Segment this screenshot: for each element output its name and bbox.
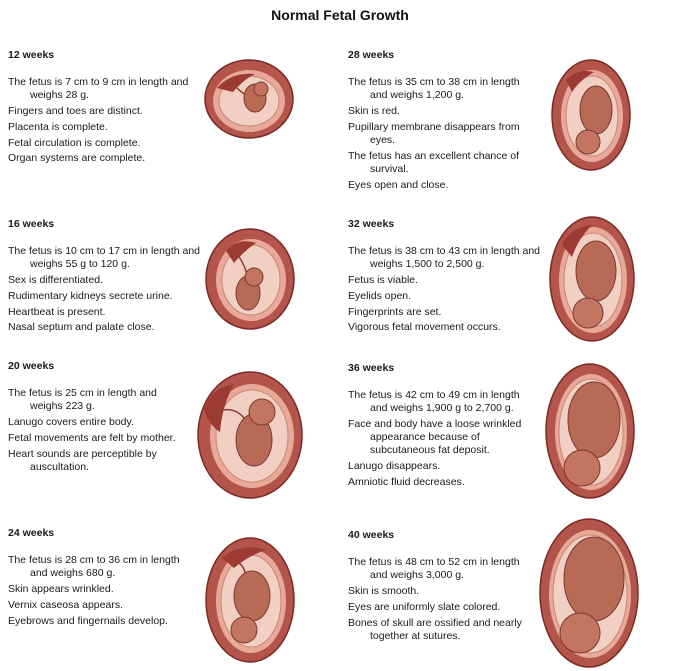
stage-week-label: 40 weeks — [348, 529, 395, 541]
stage-week-label: 28 weeks — [348, 49, 395, 61]
stage-fact: Rudimentary kidneys secrete urine. — [8, 289, 173, 302]
uterus-24-weeks-illustration — [204, 536, 296, 664]
uterus-32-weeks-illustration — [548, 215, 636, 343]
stage-week-label: 36 weeks — [348, 362, 395, 374]
stage-fact: Vigorous fetal movement occurs. — [348, 321, 501, 334]
stage-fact: Face and body have a loose wrinkled appearance because of subcutaneous fat deposit. — [348, 418, 522, 457]
stage-fact: Fetal movements are felt by mother. — [8, 431, 176, 444]
stage-fact: The fetus is 48 cm to 52 cm in length and weighs 3,000 g. — [348, 556, 520, 582]
stage-week-label: 32 weeks — [348, 218, 395, 230]
stage-week-label: 12 weeks — [8, 49, 55, 61]
stage-fact: Sex is differentiated. — [8, 274, 103, 286]
stage-fact: The fetus is 7 cm to 9 cm in length and weighs 28 g. — [8, 76, 189, 102]
stage-fact: Eyes open and close. — [348, 178, 449, 191]
stage-fact: Eyes are uniformly slate colored. — [348, 600, 501, 613]
stage-32-weeks — [348, 218, 546, 337]
stage-fact: Eyebrows and fingernails develop. — [8, 614, 168, 627]
stage-fact: Fetus is viable. — [348, 274, 419, 286]
stage-fact: Pupillary membrane disappears from eyes. — [348, 120, 520, 146]
stage-fact: Nasal septum and palate close. — [8, 321, 155, 334]
stage-fact: Fingerprints are set. — [348, 305, 442, 318]
stage-fact: The fetus is 10 cm to 17 cm in length and weighs 55 g to 120 g. — [8, 245, 201, 271]
page-title: Normal Fetal Growth — [271, 7, 409, 23]
stage-36-weeks — [348, 362, 536, 492]
uterus-16-weeks-illustration — [204, 227, 296, 331]
stage-fact: Skin is smooth. — [348, 585, 420, 597]
stage-fact: Vernix caseosa appears. — [8, 598, 123, 611]
stage-week-label: 24 weeks — [8, 527, 55, 539]
uterus-40-weeks-illustration — [538, 517, 640, 669]
stage-12-weeks — [8, 49, 198, 168]
uterus-36-weeks-illustration — [544, 362, 636, 500]
stage-fact: Heart sounds are perceptible by auscultation. — [8, 447, 157, 473]
uterus-28-weeks-illustration — [550, 58, 632, 172]
stage-24-weeks — [8, 527, 198, 630]
stage-fact: Lanugo covers entire body. — [8, 416, 134, 428]
stage-fact: The fetus is 38 cm to 43 cm in length and weighs 1,500 to 2,500 g. — [348, 245, 541, 271]
stage-20-weeks — [8, 360, 178, 477]
stage-fact: The fetus is 28 cm to 36 cm in length and weighs 680 g. — [8, 554, 180, 580]
stage-week-label: 20 weeks — [8, 360, 55, 372]
stage-16-weeks — [8, 218, 208, 337]
stage-fact: Fetal circulation is complete. — [8, 136, 141, 149]
stage-fact: Heartbeat is present. — [8, 305, 106, 318]
stage-fact: The fetus is 42 cm to 49 cm in length and weighs 1,900 g to 2,700 g. — [348, 389, 520, 415]
stage-week-label: 16 weeks — [8, 218, 55, 230]
uterus-20-weeks-illustration — [196, 370, 304, 500]
stage-fact: Placenta is complete. — [8, 120, 108, 133]
stage-fact: Lanugo disappears. — [348, 460, 441, 473]
stage-fact: The fetus is 25 cm in length and weighs 223 g. — [8, 387, 157, 413]
stage-fact: The fetus is 35 cm to 38 cm in length and weighs 1,200 g. — [348, 76, 520, 102]
stage-fact: Skin appears wrinkled. — [8, 583, 114, 595]
uterus-12-weeks-illustration — [203, 58, 295, 140]
stage-40-weeks — [348, 529, 534, 646]
stage-fact: Skin is red. — [348, 105, 400, 117]
stage-fact: Bones of skull are ossified and nearly together at sutures. — [348, 616, 522, 642]
stage-fact: Amniotic fluid decreases. — [348, 476, 465, 488]
stage-28-weeks — [348, 49, 538, 195]
stage-fact: The fetus has an excellent chance of survival. — [348, 149, 520, 175]
stage-fact: Eyelids open. — [348, 289, 412, 302]
stage-fact: Organ systems are complete. — [8, 152, 146, 165]
stage-fact: Fingers and toes are distinct. — [8, 105, 143, 117]
